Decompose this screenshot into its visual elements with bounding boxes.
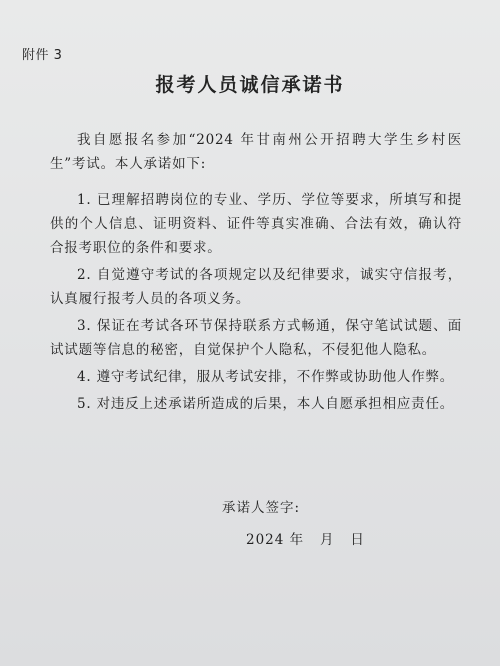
document-title: 报考人员诚信承诺书 (155, 74, 345, 96)
signature-label: 承诺人签字: (222, 500, 301, 516)
attachment-label: 附件 3 (22, 48, 63, 63)
commitment-item-1: 1. 已理解招聘岗位的专业、学历、学位等要求，所填写和提供的个人信息、证明资料、证件等真实准确、合法有效，确认符合报考职位的条件和要求。 (50, 192, 462, 256)
commitment-item-4: 4. 遵守考试纪律，服从考试安排，不作弊或协助他人作弊。 (77, 369, 455, 385)
document-body (50, 128, 462, 419)
commitment-item-3: 3. 保证在考试各环节保持联系方式畅通，保守笔试试题、面试试题等信息的秘密，自觉保护个人隐私，不侵犯他人隐私。 (50, 318, 462, 358)
commitment-item-5: 5. 对违反上述承诺所造成的后果，本人自愿承担相应责任。 (77, 396, 455, 412)
date-line: 2024 年 月 日 (246, 532, 365, 548)
intro-paragraph: 我自愿报名参加“2024 年甘南州公开招聘大学生乡村医生”考试。本人承诺如下: (50, 132, 462, 172)
commitment-item-2: 2. 自觉遵守考试的各项规定以及纪律要求，诚实守信报考，认真履行报考人员的各项义务。 (50, 267, 462, 307)
